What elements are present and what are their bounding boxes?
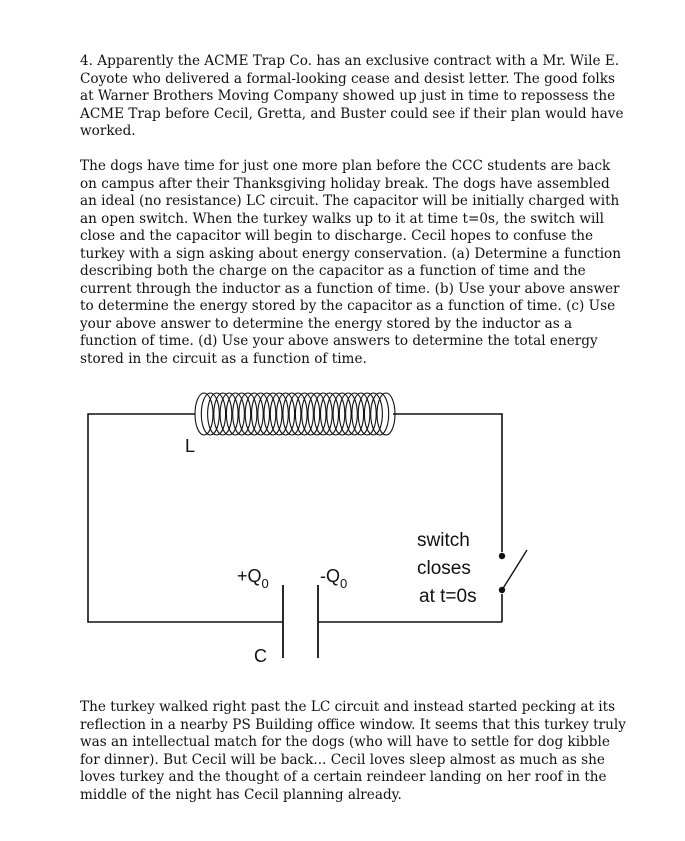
switch-label-line-1: switch (417, 530, 470, 551)
switch-label-line-3: at t=0s (419, 586, 477, 607)
negative-charge-label: $-Q_0$ (320, 566, 348, 591)
switch-contact-top[interactable] (499, 553, 505, 559)
inductor-coil (195, 393, 395, 435)
problem-paragraph-2: The dogs have time for just one more plan before the CCC students are back on campus after their Thanksgiving holiday break. The dogs have assembled an ideal (no resistance) LC circuit. The capacitor will be initially charged with an open switch. When the turkey walks up to it at time t=0s, the switch will close and the capacitor will begin to discharge. Cecil hopes to confuse the turkey with a sign asking about energy conservation. (a) Determine a function describing both the charge on the capacitor as a function of time and the current through the inductor as a function of time. (b) Use your above answer to determine the energy stored by the capacitor as a function of time. (c) Use your above answer to determine the energy stored by the inductor as a function of time. (d) Use your above answers to determine the total energy stored in the circuit as a function of time. (80, 158, 621, 367)
problem-paragraph-1: 4. Apparently the ACME Trap Co. has an exclusive contract with a Mr. Wile E. Coyote who delivered a formal-looking cease and desist letter. The good folks at Warner Brothers Moving Company showed up just in time to repossess the ACME Trap before Cecil, Gretta, and Buster could see if their plan would have worked. (80, 53, 624, 139)
switch-lever[interactable] (502, 550, 527, 590)
switch-label-line-2: closes (417, 558, 471, 579)
capacitor-label: C (254, 646, 267, 666)
lc-circuit-diagram (0, 380, 685, 680)
inductor-label: L (185, 436, 196, 456)
positive-charge-label: $+Q_0$ (237, 566, 269, 591)
problem-paragraph-3: The turkey walked right past the LC circuit and instead started pecking at its reflection in a nearby PS Building office window. It seems that this turkey truly was an intellectual match for the dogs (who will have to settle for dog kibble for dinner). But Cecil will be back... Cecil loves sleep almost as much as she loves turkey and the thought of a certain reindeer landing on her roof in the middle of the night has Cecil planning already. (80, 699, 626, 803)
